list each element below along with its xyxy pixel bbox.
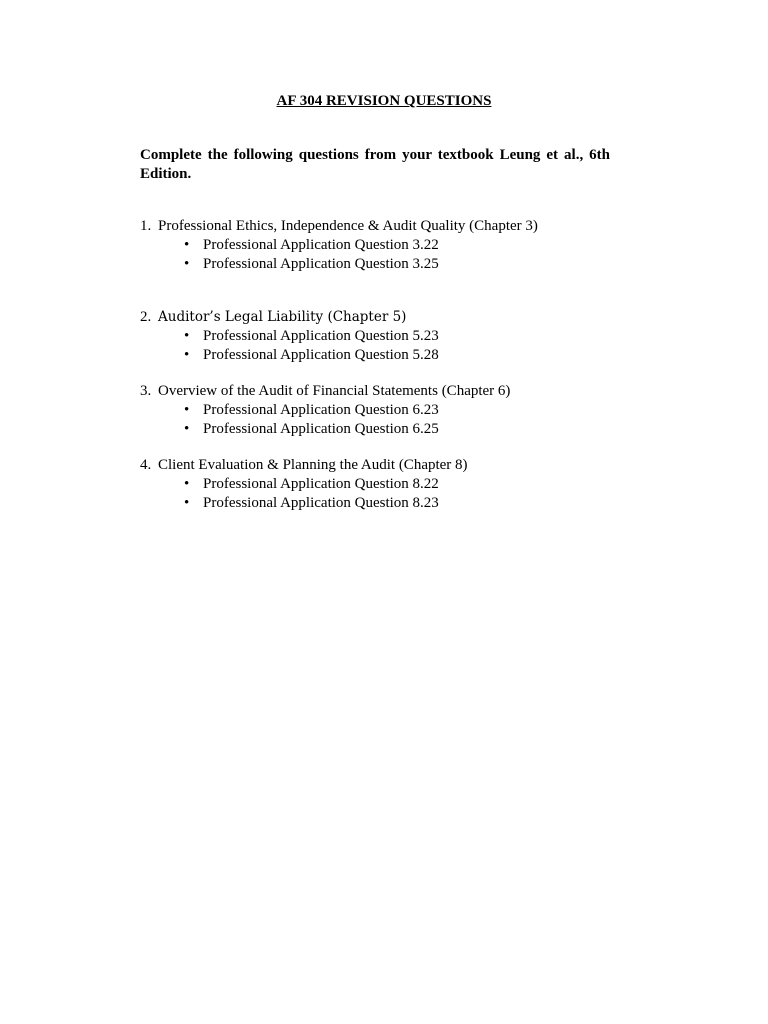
question-label: Professional Application Question 6.25	[203, 421, 439, 437]
bullet-icon: •	[184, 237, 190, 253]
bullet-icon: •	[184, 421, 190, 437]
section-heading	[140, 456, 468, 475]
bullet-icon: •	[184, 347, 190, 363]
question-label: Professional Application Question 5.28	[203, 347, 439, 363]
section-number: 3.	[140, 383, 152, 399]
section-number: 4.	[140, 457, 152, 473]
document-title: AF 304 REVISION QUESTIONS	[276, 93, 492, 109]
section-title: Professional Ethics, Independence & Audit Quality (Chapter 3)	[158, 218, 538, 234]
intro-paragraph: Complete the following questions from your textbook Leung et al., 6th Edition.	[140, 147, 610, 182]
bullet-icon: •	[184, 476, 190, 492]
section-number: 1.	[140, 218, 152, 234]
question-label: Professional Application Question 5.23	[203, 328, 439, 344]
question-list	[140, 475, 468, 513]
section-heading	[140, 382, 510, 401]
bullet-icon: •	[184, 328, 190, 344]
question-list	[140, 327, 439, 365]
bullet-icon: •	[184, 495, 190, 511]
list-item	[184, 346, 439, 365]
section-heading	[140, 217, 538, 236]
question-label: Professional Application Question 3.25	[203, 256, 439, 272]
section-title: Auditor’s Legal Liability (Chapter 5)	[158, 309, 407, 325]
question-list	[140, 236, 538, 274]
section-title: Client Evaluation & Planning the Audit (Chapter 8)	[158, 457, 468, 473]
section-4	[140, 456, 468, 513]
bullet-icon: •	[184, 256, 190, 272]
question-label: Professional Application Question 3.22	[203, 237, 439, 253]
bullet-icon: •	[184, 402, 190, 418]
list-item	[184, 475, 468, 494]
list-item	[184, 327, 439, 346]
question-label: Professional Application Question 8.22	[203, 476, 439, 492]
section-title: Overview of the Audit of Financial Statements (Chapter 6)	[158, 383, 511, 399]
section-1	[140, 217, 538, 274]
question-label: Professional Application Question 8.23	[203, 495, 439, 511]
section-3	[140, 382, 510, 439]
list-item	[184, 236, 538, 255]
list-item	[184, 420, 510, 439]
question-list	[140, 401, 510, 439]
section-2	[140, 308, 439, 365]
list-item	[184, 255, 538, 274]
section-heading	[140, 308, 439, 327]
question-label: Professional Application Question 6.23	[203, 402, 439, 418]
list-item	[184, 401, 510, 420]
list-item	[184, 494, 468, 513]
section-number: 2.	[140, 309, 152, 325]
